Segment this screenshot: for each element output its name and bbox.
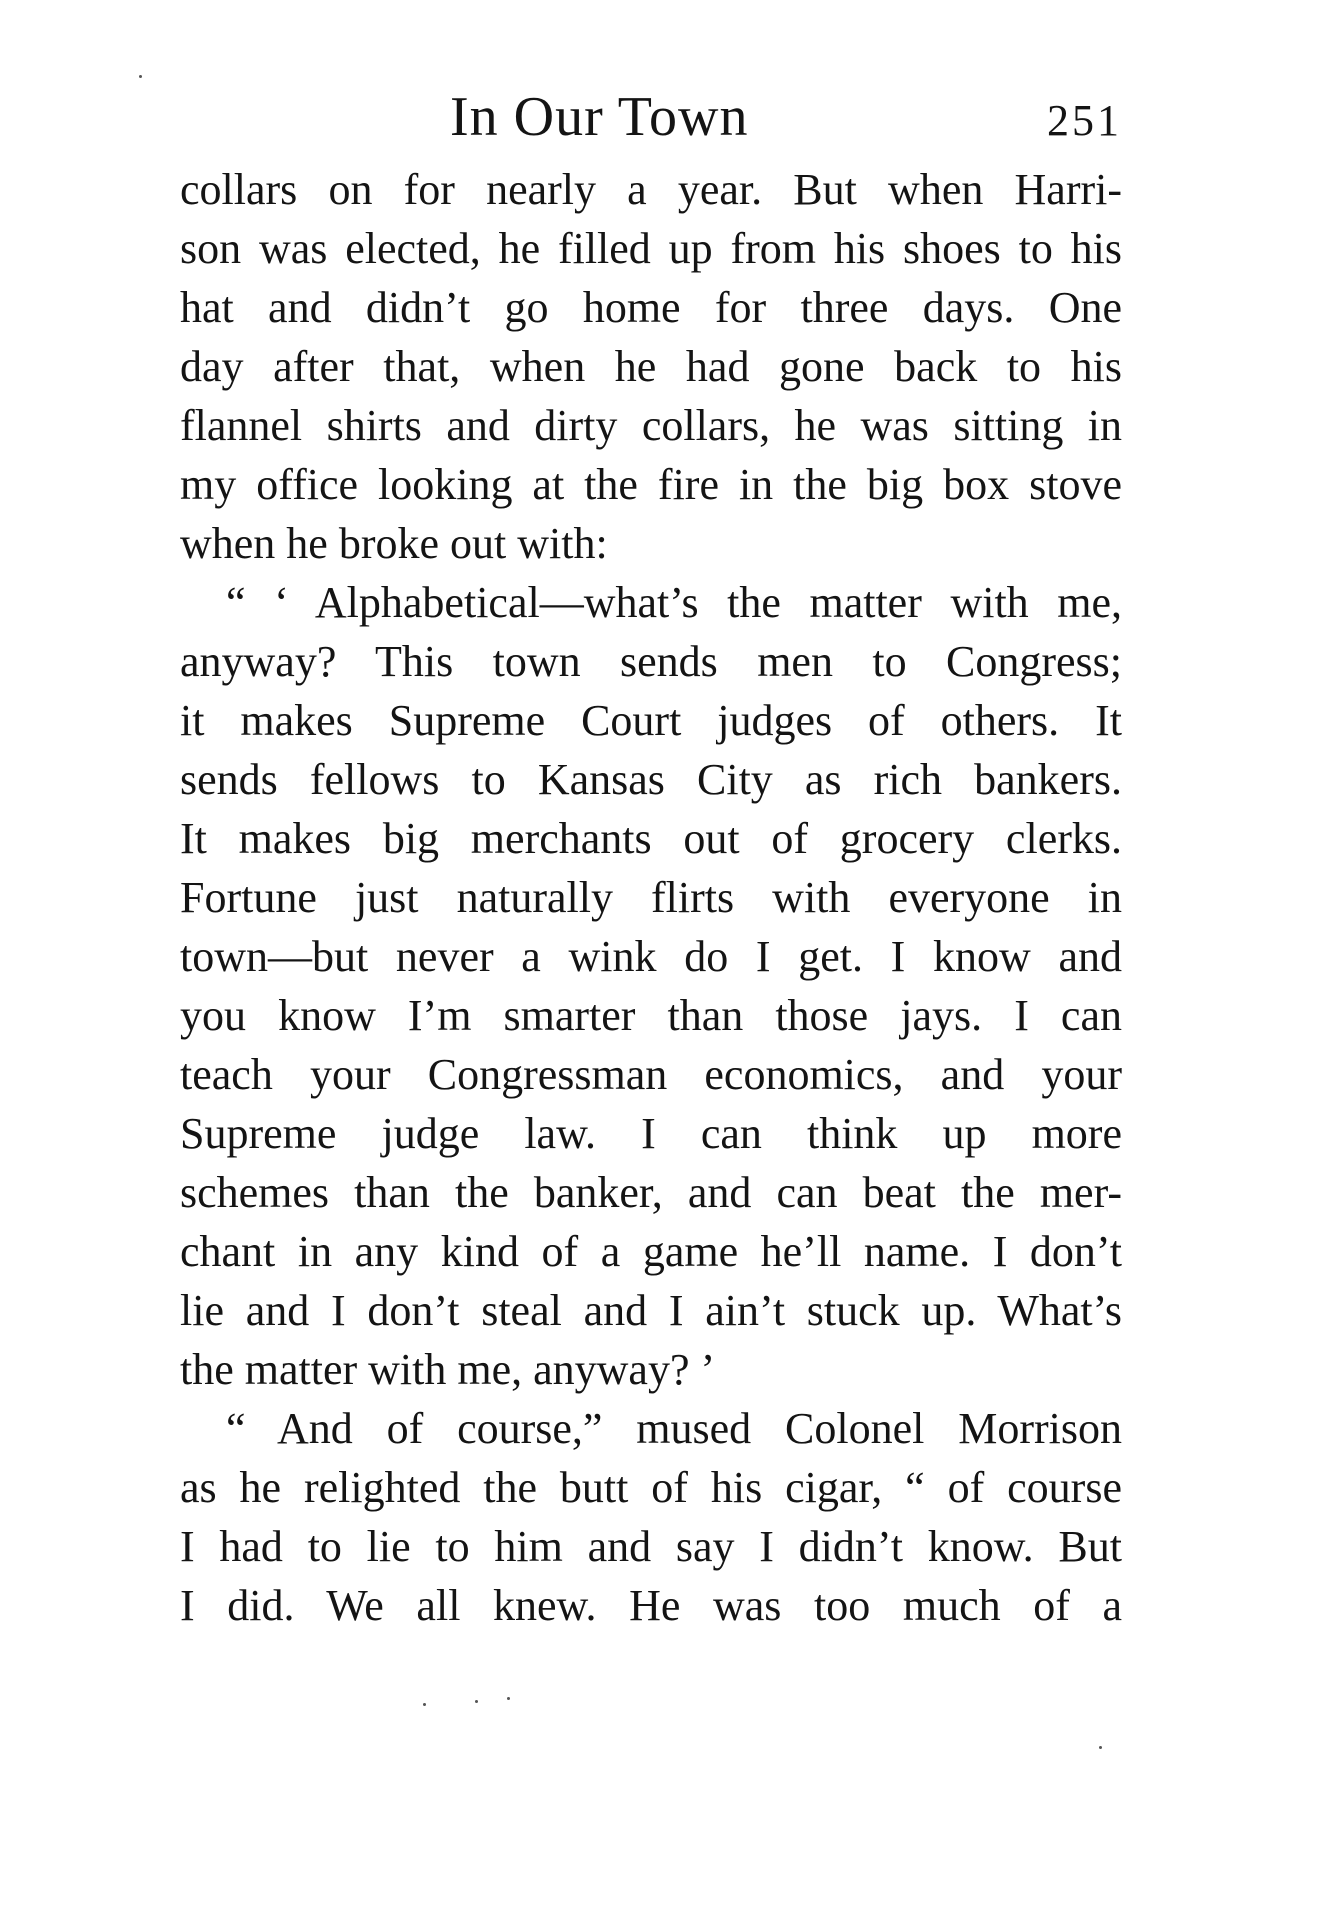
paper-speck — [423, 1703, 426, 1706]
text-line: anyway? This town sends men to Congress; — [180, 637, 1122, 686]
paper-speck — [1099, 1746, 1102, 1749]
text-line: hat and didn’t go home for three days. One — [180, 283, 1122, 332]
text-line: schemes than the banker, and can beat the mer- — [180, 1168, 1122, 1217]
text-line: it makes Supreme Court judges of others. It — [180, 696, 1122, 745]
body-text — [180, 160, 1122, 1635]
text-line: It makes big merchants out of grocery clerks. — [180, 814, 1122, 863]
text-line: sends fellows to Kansas City as rich bankers. — [180, 755, 1122, 804]
text-line: you know I’m smarter than those jays. I can — [180, 991, 1122, 1040]
text-line: when he broke out with: — [180, 519, 608, 568]
running-head — [180, 82, 1122, 152]
text-line: the matter with me, anyway? ’ — [180, 1345, 716, 1394]
paper-speck — [475, 1700, 478, 1703]
paper-speck — [139, 75, 142, 78]
text-line: teach your Congressman economics, and your — [180, 1050, 1122, 1099]
text-line: I did. We all knew. He was too much of a — [180, 1581, 1122, 1630]
text-line: town—but never a wink do I get. I know and — [180, 932, 1122, 981]
page-number: 251 — [1047, 96, 1122, 145]
text-line: lie and I don’t steal and I ain’t stuck up. What’s — [180, 1286, 1122, 1335]
text-line: chant in any kind of a game he’ll name. I don’t — [180, 1227, 1122, 1276]
text-line: day after that, when he had gone back to his — [180, 342, 1122, 391]
text-line: Supreme judge law. I can think up more — [180, 1109, 1122, 1158]
text-line: son was elected, he filled up from his shoes to his — [180, 224, 1122, 273]
text-line: I had to lie to him and say I didn’t know. But — [180, 1522, 1122, 1571]
text-line: Fortune just naturally flirts with everyone in — [180, 873, 1122, 922]
text-line: collars on for nearly a year. But when Harri- — [180, 165, 1122, 214]
text-line: as he relighted the butt of his cigar, “ of course — [180, 1463, 1122, 1512]
text-line: “ And of course,” mused Colonel Morrison — [226, 1404, 1122, 1453]
text-line: flannel shirts and dirty collars, he was sitting in — [180, 401, 1122, 450]
text-line: “ ‘ Alphabetical—what’s the matter with me, — [226, 578, 1122, 627]
text-line: my office looking at the fire in the big box stove — [180, 460, 1122, 509]
running-title: In Our Town — [450, 86, 749, 148]
paper-speck — [507, 1697, 510, 1700]
